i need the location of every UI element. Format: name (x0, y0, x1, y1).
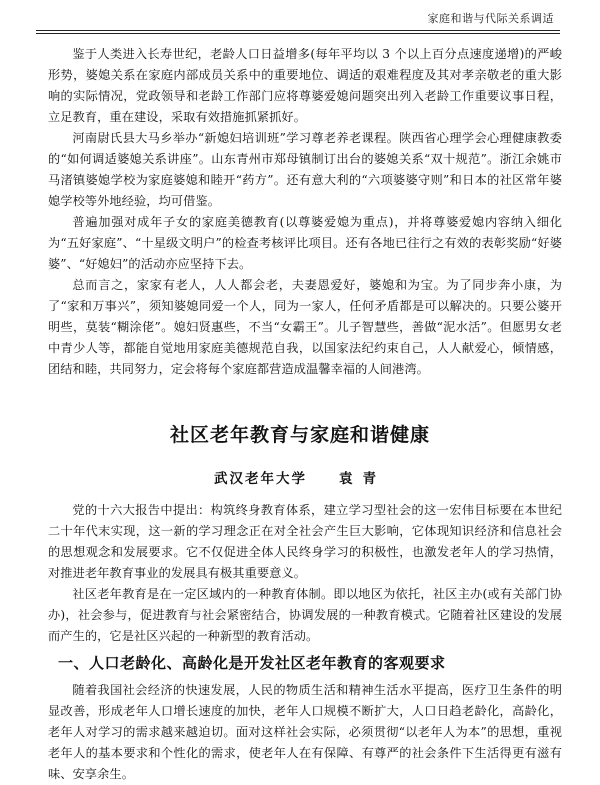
upper-text-block (48, 44, 562, 380)
paragraph: 随着我国社会经济的快速发展，人民的物质生活和精神生活水平提高，医疗卫生条件的明显改善，形成老年人口增长速度的加快，老年人口规模不断扩大，人口日趋老龄化，高龄化，老年人对学习的需求越来越迫切。面对这样社会实际，必须贯彻“以老年人为本”的思想，重视老年人的基本要求和个性化的需求，使老年人在有保障、有尊严的社会条件下生活得更有滋有味、安享余生。 (48, 683, 562, 781)
section-text-block (48, 680, 562, 785)
author-name: 袁青 (339, 471, 386, 487)
paragraph: 党的十六大报告中提出：构筑终身教育体系，建立学习型社会的这一宏伟目标要在本世纪二十年代末实现，这一新的学习理念正在对全社会产生巨大影响，它体现知识经济和信息社会的思想观念和发展要求。它不仅促进全体人民终身学习的积极性，也激发老年人的学习热情，对推进老年教育事业的发展具有极其重要意义。 (48, 503, 562, 580)
header-rule (36, 30, 560, 31)
author-affiliation: 武汉老年大学 (214, 471, 307, 487)
header-rule-thin (36, 33, 560, 34)
paragraph: 河南尉氏县大马乡举办“新媳妇培训班”学习尊老养老课程。陕西省心理学会心理健康教委的“如何调适婆媳关系讲座”。山东青州市郑母镇制订出台的婆媳关系“双十规范”。浙江余姚市马渚镇婆媳学校为家庭婆媳和睦开“药方”。还有意大利的“六项婆婆守则”和日本的社区常年婆媳学校等外地经验，均可借鉴。 (48, 131, 562, 208)
section-heading: 一、人口老龄化、高龄化是开发社区老年教育的客观要求 (58, 654, 446, 672)
paragraph: 总而言之，家家有老人，人人都会老，夫妻恩爱好，婆媳和为宝。为了同步奔小康，为了“家和万事兴”，须知婆媳同爱一个人，同为一家人，任何矛盾都是可以解决的。只要公婆开明些，莫装“糊涂佬”。媳妇贤惠些，不当“女霸王”。儿子智慧些，善做“泥水活”。但愿男女老中青少人等，都能自觉地用家庭美德规范自我，以国家法纪约束自己，人人献爱心，倾情感，团结和睦，共同努力，定会将每个家庭都营造成温馨幸福的人间港湾。 (48, 278, 562, 376)
paragraph: 普遍加强对成年子女的家庭美德教育(以尊婆爱媳为重点)，并将尊婆爱媳内容纳入细化为“五好家庭”、“十星级文明户”的检查考核评比项目。还有各地已往行之有效的表彰奖励“好婆婆”、“好媳妇”的活动亦应坚持下去。 (48, 215, 562, 271)
running-header: 家庭和谐与代际关系调适 (427, 12, 554, 25)
article-title: 社区老年教育与家庭和谐健康 (169, 424, 430, 446)
paragraph: 社区老年教育是在一定区域内的一种教育体制。即以地区为依托，社区主办(或有关部门协办)，社会参与，促进教育与社会紧密结合，协调发展的一种教育模式。它随着社区建设的发展而产生的，它是社区兴起的一种新型的教育活动。 (48, 587, 562, 643)
paragraph: 鉴于人类进入长寿世纪，老龄人口日益增多(每年平均以 3 个以上百分点速度递增)的严峻形势，婆媳关系在家庭内部成员关系中的重要地位、调适的艰难程度及其对孝亲敬老的重大影响的实际情况，党政领导和老龄工作部门应将尊婆爱媳问题突出列入老龄工作重要议事日程，立足教育，重在建设，采取有效措施抓紧抓好。 (48, 47, 562, 124)
intro-text-block (48, 500, 562, 647)
article-byline (0, 467, 600, 487)
